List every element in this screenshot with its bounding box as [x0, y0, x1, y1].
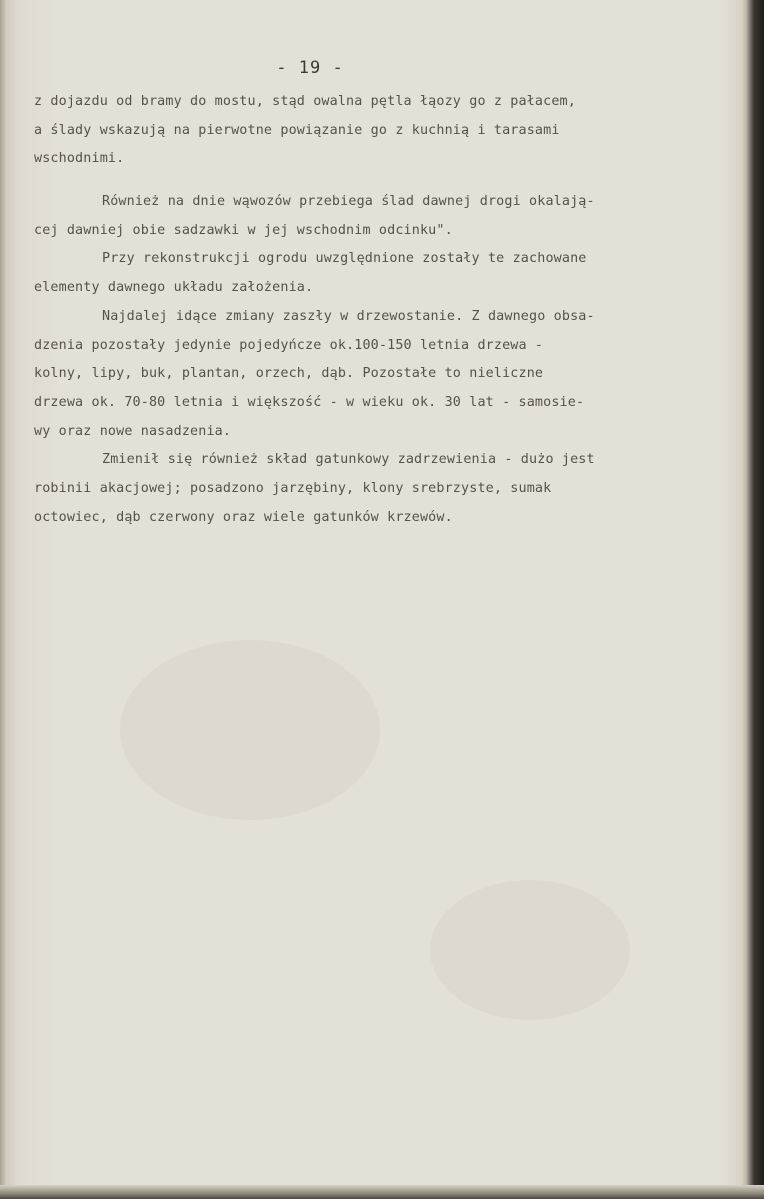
text-line: elementy dawnego układu założenia. [34, 280, 314, 296]
paragraph-first-line: Przy rekonstrukcji ogrodu uwzględnione zostały te zachowane [102, 251, 587, 267]
paragraph-first-line: Najdalej idące zmiany zaszły w drzewostanie. Z dawnego obsa- [102, 308, 595, 324]
page-right-edge [742, 0, 764, 1199]
page-bottom-edge [0, 1185, 764, 1199]
body-text [34, 88, 734, 532]
text-line: kolny, lipy, buk, plantan, orzech, dąb. Pozostałe to nieliczne [34, 366, 544, 382]
text-line: cej dawniej obie sadzawki w jej wschodnim odcinku". [34, 222, 453, 238]
text-line: wschodnimi. [34, 151, 125, 167]
text-line: a ślady wskazują na pierwotne powiązanie go z kuchnią i tarasami [34, 122, 560, 138]
text-line: wy oraz nowe nasadzenia. [34, 423, 232, 439]
paragraph-first-line: Również na dnie wąwozów przebiega ślad dawnej drogi okalają- [102, 194, 595, 210]
text-line: robinii akacjowej; posadzono jarzębiny, klony srebrzyste, sumak [34, 480, 552, 496]
text-line: drzewa ok. 70-80 letnia i większość - w wieku ok. 30 lat - samosie- [34, 394, 585, 410]
text-line: dzenia pozostały jedynie pojedyńcze ok.100-150 letnia drzewa - [34, 337, 544, 353]
paragraph-first-line: Zmienił się również skład gatunkowy zadrzewienia - dużo jest [102, 452, 595, 468]
text-line: octowiec, dąb czerwony oraz wiele gatunków krzewów. [34, 509, 453, 525]
text-line: z dojazdu od bramy do mostu, stąd owalna pętla łąozy go z pałacem, [34, 94, 576, 109]
binding-edge [0, 0, 6, 1199]
page-number: - 19 - [276, 58, 344, 78]
paper-stain [430, 880, 630, 1020]
paper-stain [120, 640, 380, 820]
